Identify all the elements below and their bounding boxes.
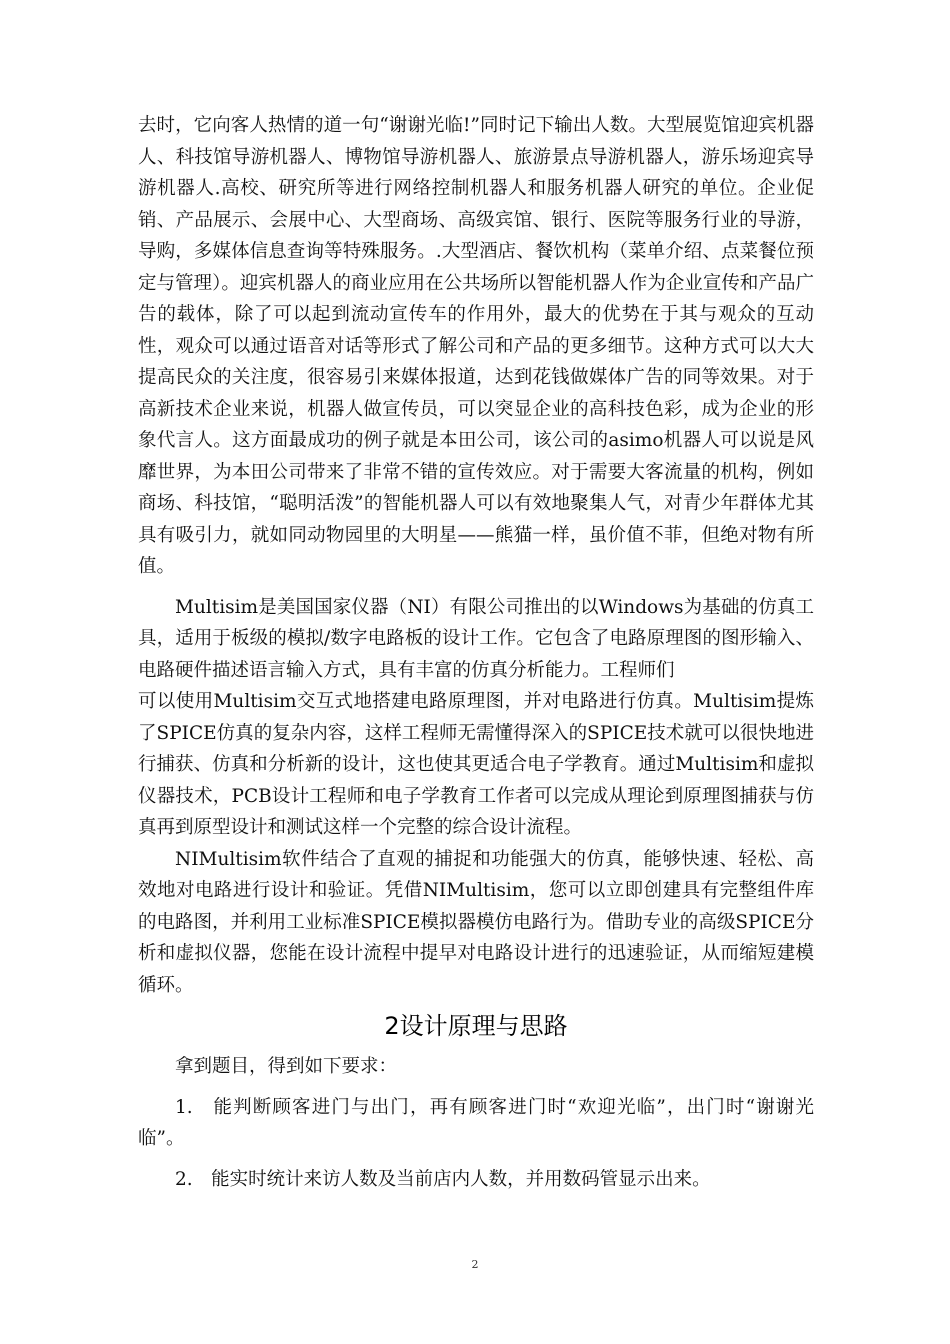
list-item: 2. 能实时统计来访人数及当前店内人数，并用数码管显示出来。 — [175, 1168, 711, 1190]
paragraph-robot-applications: 去时，它向客人热情的道一句“谢谢光临!”同时记下输出人数。大型展览馆迎宾机器人、科技馆导游机器人、博物馆导游机器人、旅游景点导游机器人，游乐场迎宾导游机器人.高校、研究所等进行网络控制机器人和服务机器人研究的单位。企业促销、产品展示、会展中心、大型商场、高级宾馆、银行、医院等服务行业的导游，导购，多媒体信息查询等特殊服务。.大型酒店、餐饮机构（菜单介绍、点菜餐位预定与管理）。迎宾机器人的商业应用在公共场所以智能机器人作为企业宣传和产品广告的载体，除了可以起到流动宣传车的作用外，最大的优势在于其与观众的互动性，观众可以通过语音对话等形式了解公司和产品的更多细节。这种方式可以大大提高民众的关注度，很容易引来媒体报道，达到花钱做媒体广告的同等效果。对于高新技术企业来说，机器人做宣传员，可以突显企业的高科技色彩，成为企业的形象代言人。这方面最成功的例子就是本田公司，该公司的asimo机器人可以说是风靡世界，为本田公司带来了非常不错的宣传效应。对于需要大客流量的机构，例如商场、科技馆，“聪明活泼”的智能机器人可以有效地聚集人气，对青少年群体尤其具有吸引力，就如同动物园里的大明星——熊猫一样，虽价值不菲，但绝对物有所值。 — [138, 115, 814, 577]
section-heading: 2设计原理与思路 — [384, 1012, 568, 1040]
page-content — [138, 110, 814, 1195]
paragraph-multisim-continued: 可以使用Multisim交互式地搭建电路原理图，并对电路进行仿真。Multisim提炼了SPICE仿真的复杂内容，这样工程师无需懂得深入的SPICE技术就可以很快地进行捕获、仿真和分析新的设计，这也使其更适合电子学教育。通过Multisim和虚拟仪器技术，PCB设计工程师和电子学教育工作者可以完成从理论到原理图捕获与仿真再到原型设计和测试这样一个完整的综合设计流程。 — [138, 691, 814, 838]
paragraph-multisim-intro: Multisim是美国国家仪器（NI）有限公司推出的以Windows为基础的仿真工具，适用于板级的模拟/数字电路板的设计工作。它包含了电路原理图的图形输入、电路硬件描述语言输入方式，具有丰富的仿真分析能力。工程师们 — [138, 596, 814, 681]
list-item: 1. 能判断顾客进门与出门，再有顾客进门时“欢迎光临”，出门时“谢谢光临”。 — [138, 1096, 814, 1149]
section-intro: 拿到题目，得到如下要求： — [175, 1056, 398, 1077]
page-number: 2 — [471, 1258, 479, 1271]
paragraph-nimultisim: NIMultisim软件结合了直观的捕捉和功能强大的仿真，能够快速、轻松、高效地对电路进行设计和验证。凭借NIMultisim，您可以立即创建具有完整组件库的电路图，并利用工业标准SPICE模拟器模仿电路行为。借助专业的高级SPICE分析和虚拟仪器，您能在设计流程中提早对电路设计进行的迅速验证，从而缩短建模循环。 — [138, 848, 814, 996]
